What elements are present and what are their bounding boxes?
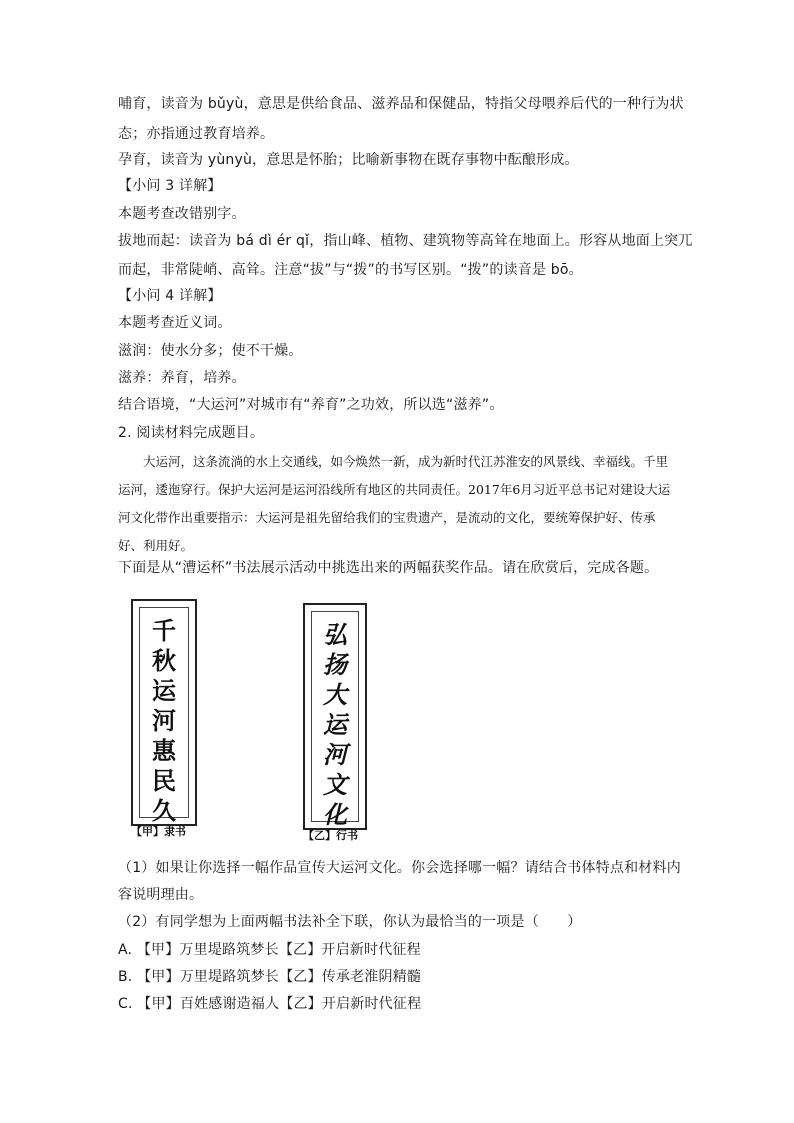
calligraphy-scroll-yi <box>303 603 367 830</box>
intro-text: 下面是从“漕运杯”书法展示活动中挑选出来的两幅获奖作品。请在欣赏后，完成各题。 <box>118 560 659 576</box>
section-heading: 【小问 3 详解】 <box>118 178 222 194</box>
scroll-char: 文 <box>323 770 347 799</box>
option-a: A. 【甲】万里堤路筑梦长【乙】开启新时代征程 <box>118 942 421 958</box>
scroll-char: 秋 <box>152 646 176 675</box>
question-heading: 2. 阅读材料完成题目。 <box>118 425 265 441</box>
scroll-char: 千 <box>152 616 176 645</box>
scroll-char: 河 <box>323 740 347 769</box>
text-line: 滋养：养育，培养。 <box>118 370 246 386</box>
scroll-char: 弘 <box>323 620 347 649</box>
text-line: 结合语境，“大运河”对城市有“养育”之功效，所以选“滋养”。 <box>118 397 504 413</box>
scroll-char: 河 <box>152 706 176 735</box>
scroll-caption-yi: 【乙】行书 <box>303 829 358 842</box>
scroll-char: 惠 <box>152 736 176 765</box>
scroll-char: 民 <box>152 766 176 795</box>
text-line: 拔地而起：读音为 bá dì ér qǐ，指山峰、植物、建筑物等高耸在地面上。形容从地面上突兀 <box>118 233 693 249</box>
reading-passage <box>118 448 678 560</box>
scroll-char: 运 <box>152 676 176 705</box>
calligraphy-scroll-jia <box>131 599 197 826</box>
text-line: 滋润：使水分多；使不干燥。 <box>118 343 303 359</box>
text-line: 孕育，读音为 yùnyù，意思是怀胎；比喻新事物在既存事物中酝酿形成。 <box>118 152 579 168</box>
question-2: （2）有同学想为上面两幅书法补全下联，你认为最恰当的一项是（ ） <box>118 914 582 930</box>
scroll-char: 运 <box>323 710 347 739</box>
section-heading: 【小问 4 详解】 <box>118 288 222 304</box>
text-line: 而起，非常陡峭、高耸。注意“拔”与“拨”的书写区别。“拨”的读音是 bō。 <box>118 262 583 278</box>
option-c: C. 【甲】百姓感谢造福人【乙】开启新时代征程 <box>118 996 422 1012</box>
text-line: 本题考查改错别字。 <box>118 206 246 222</box>
text-line: 哺育，读音为 bǔyù，意思是供给食品、滋养品和保健品，特指父母喂养后代的一种行为状 <box>118 96 684 112</box>
scroll-caption-jia: 【甲】隶书 <box>131 825 186 838</box>
scroll-char: 久 <box>152 796 176 825</box>
text-line: 态；亦指通过教育培养。 <box>118 126 275 142</box>
scroll-char: 扬 <box>323 650 347 679</box>
scroll-char: 大 <box>323 680 347 709</box>
text-line: 本题考查近义词。 <box>118 315 232 331</box>
option-b: B. 【甲】万里堤路筑梦长【乙】传承老淮阴精髓 <box>118 969 422 985</box>
passage-text: 大运河，这条流淌的水上交通线，如今焕然一新，成为新时代江苏淮安的风景线、幸福线。千里运河，逶迤穿行。保护大运河是运河沿线所有地区的共同责任。2017年6月习近平总书记对建设大运河文化带作出重要指示：大运河是祖先留给我们的宝贵遗产，是流动的文化，要统筹保护好、传承好、利用好。 <box>118 454 671 553</box>
scroll-char: 化 <box>323 800 347 829</box>
question-1-cont: 容说明理由。 <box>118 887 204 903</box>
question-1: （1）如果让你选择一幅作品宣传大运河文化。你会选择哪一幅？请结合书体特点和材料内 <box>118 860 681 876</box>
